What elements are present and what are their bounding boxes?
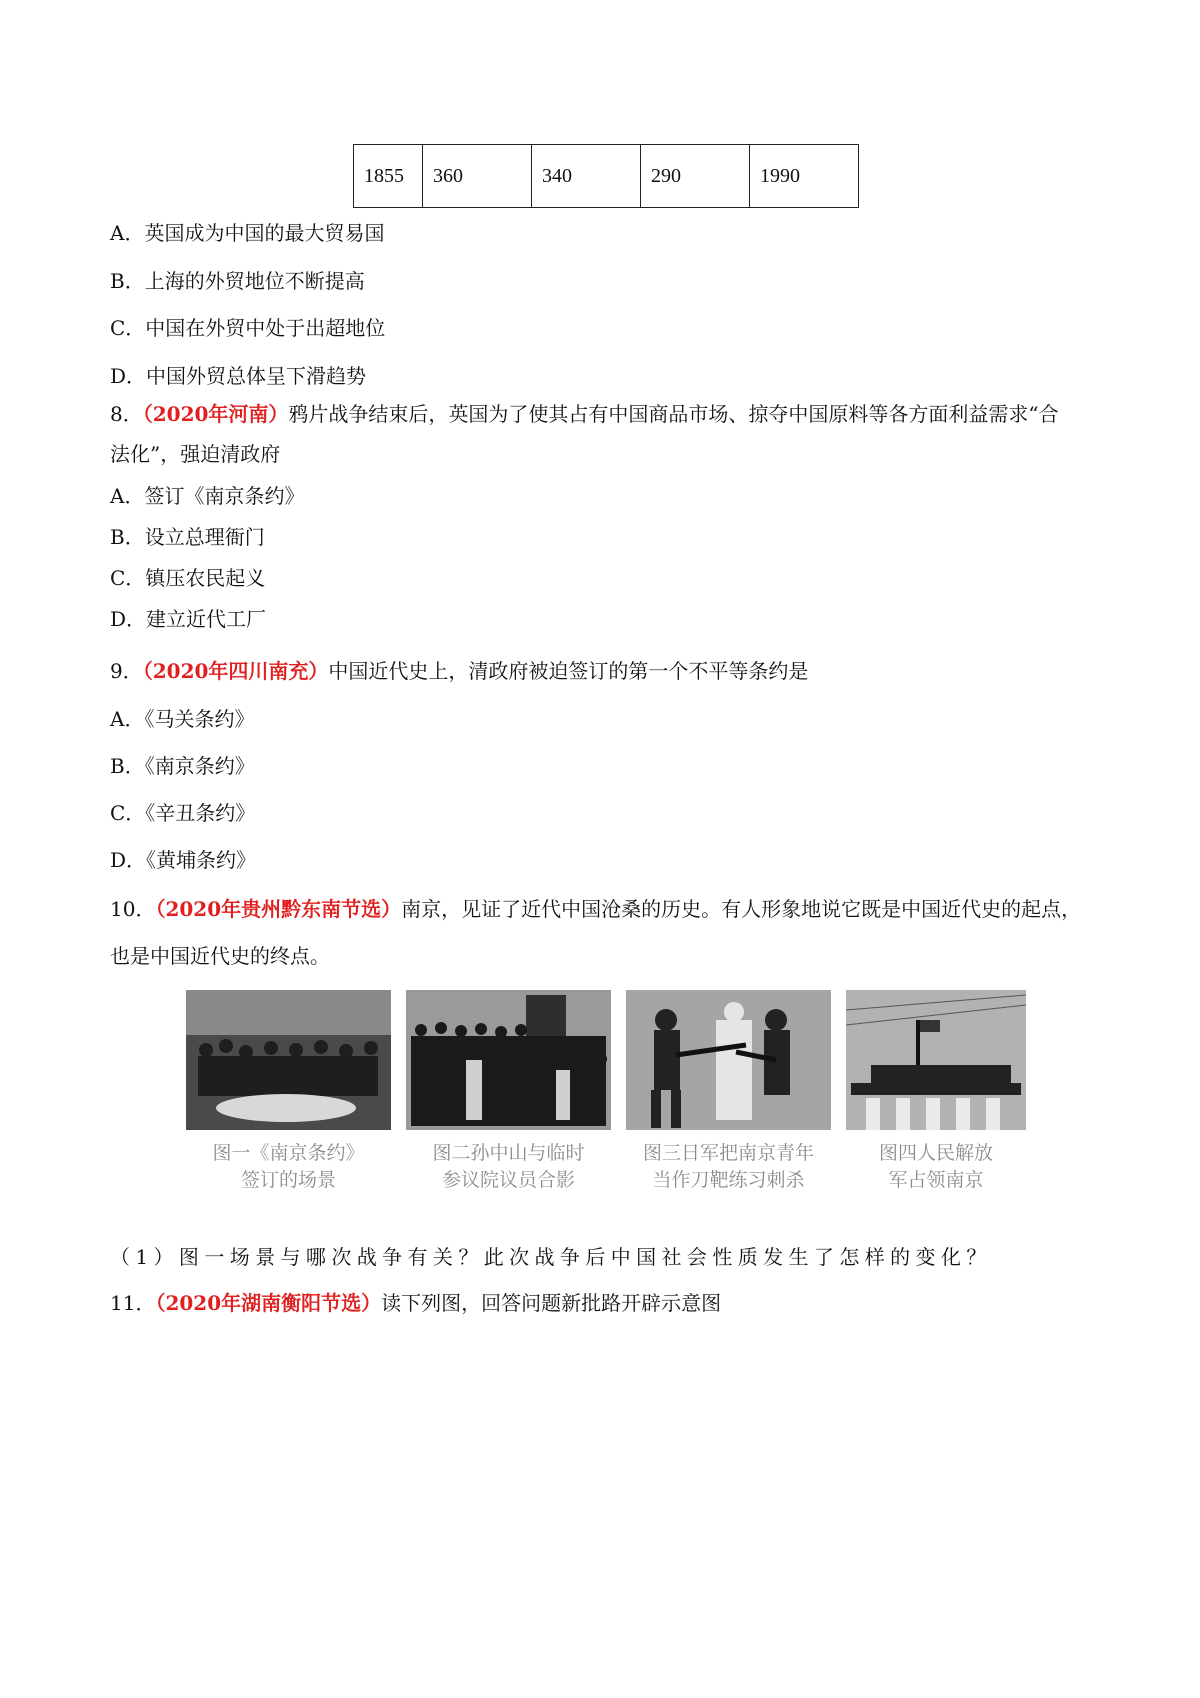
- q8-option-b: B．设立总理衙门: [110, 525, 265, 549]
- table-cell-year: 1855: [354, 145, 423, 208]
- table-cell: 290: [641, 145, 750, 208]
- table-cell: 1990: [750, 145, 859, 208]
- figure-3: [626, 990, 831, 1194]
- q8-stem-cont: 法化”，强迫清政府: [110, 442, 281, 466]
- q11-stem: [110, 1290, 721, 1316]
- figure-1-caption-2: 签订的场景: [240, 1169, 336, 1191]
- figure-2: [406, 990, 611, 1194]
- q9-source: （2020年四川南充）: [142, 659, 329, 683]
- q8-option-d: D．建立近代工厂: [110, 607, 267, 631]
- q8-stem-text: 鸦片战争结束后，英国为了使其占有中国商品市场、掠夺中国原料等各方面利益需求“合: [288, 402, 1059, 426]
- figure-4: [846, 990, 1026, 1194]
- q9-number: 9．: [110, 659, 143, 683]
- figure-1-caption-1: 图一《南京条约》: [212, 1142, 365, 1164]
- figure-1: [186, 990, 391, 1194]
- q11-number: 11．: [110, 1291, 156, 1315]
- q9-stem: [110, 658, 808, 684]
- q9-option-b: B．《南京条约》: [110, 754, 255, 778]
- q9-option-a: A．《马关条约》: [110, 707, 255, 731]
- q11-source: （2020年湖南衡阳节选）: [155, 1291, 382, 1315]
- figure-2-caption-1: 图二孙中山与临时: [432, 1142, 585, 1164]
- q10-figure-strip: [180, 990, 1030, 1210]
- q7-option-b: B．上海的外贸地位不断提高: [110, 269, 365, 293]
- q9-option-c: C．《辛丑条约》: [110, 801, 256, 825]
- figure-1-photo: [186, 990, 391, 1130]
- q9-option-d: D．《黄埔条约》: [110, 848, 257, 872]
- q10-stem-cont: 也是中国近代史的终点。: [110, 944, 330, 968]
- q8-option-c: C．镇压农民起义: [110, 566, 266, 590]
- table-cell: 360: [423, 145, 532, 208]
- table-row: [354, 145, 859, 208]
- q11-stem-text: 读下列图，回答问题新批路开辟示意图: [381, 1291, 722, 1315]
- q10-sub-question-1: （1）图一场景与哪次战争有关？此次战争后中国社会性质发生了怎样的变化？: [110, 1245, 992, 1269]
- figure-3-caption-1: 图三日军把南京青年: [642, 1142, 814, 1164]
- figure-2-caption-2: 参议院议员合影: [441, 1169, 575, 1191]
- q10-stem-text: 南京，见证了近代中国沧桑的历史。有人形象地说它既是中国近代史的起点，: [401, 897, 1082, 921]
- figure-4-photo: [846, 990, 1026, 1130]
- q8-stem: [110, 401, 1059, 427]
- q8-option-a: A．签订《南京条约》: [110, 484, 305, 508]
- trade-table: [353, 144, 859, 208]
- q10-number: 10．: [110, 897, 156, 921]
- q8-number: 8．: [110, 402, 143, 426]
- q10-stem: [110, 896, 1081, 922]
- figure-4-caption-1: 图四人民解放: [878, 1142, 993, 1164]
- q7-option-c: C．中国在外贸中处于出超地位: [110, 316, 386, 340]
- table-cell: 340: [532, 145, 641, 208]
- q8-source: （2020年河南）: [142, 402, 289, 426]
- q7-option-d: D．中国外贸总体呈下滑趋势: [110, 364, 367, 388]
- q10-source: （2020年贵州黔东南节选）: [155, 897, 402, 921]
- figure-3-photo: [626, 990, 831, 1130]
- figure-4-caption-2: 军占领南京: [888, 1169, 984, 1191]
- figure-2-photo: [406, 990, 611, 1130]
- q7-option-a: A．英国成为中国的最大贸易国: [110, 221, 385, 245]
- figure-3-caption-2: 当作刀靶练习刺杀: [652, 1169, 805, 1191]
- q9-stem-text: 中国近代史上，清政府被迫签订的第一个不平等条约是: [328, 659, 809, 683]
